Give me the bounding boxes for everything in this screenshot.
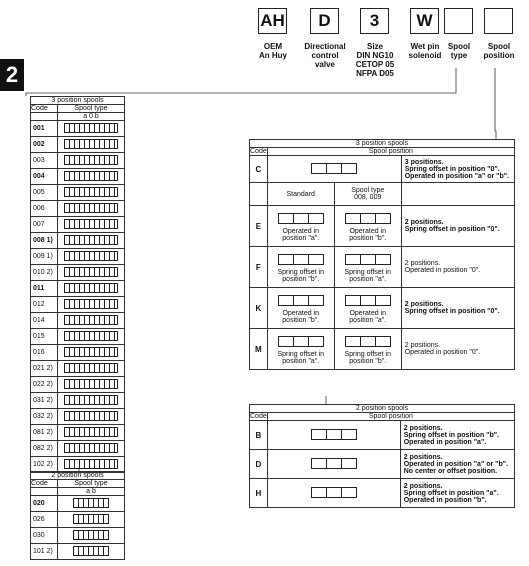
left-2pos-table bbox=[30, 471, 125, 560]
valve-symbol bbox=[267, 156, 401, 183]
table-row bbox=[31, 544, 125, 560]
valve-alt: Operated in position "b". bbox=[334, 206, 401, 247]
table-row bbox=[31, 201, 125, 217]
left_3pos-col-code: Code bbox=[31, 105, 58, 113]
spool-code: 010 2) bbox=[31, 265, 58, 281]
code-label-2: Size DIN NG10 CETOP 05 NFPA D05 bbox=[355, 42, 395, 78]
spool-symbol bbox=[58, 249, 125, 265]
table-row bbox=[31, 233, 125, 249]
spool-code: 006 bbox=[31, 201, 58, 217]
table-row bbox=[31, 496, 125, 512]
spool-code: 102 2) bbox=[31, 457, 58, 473]
table-row bbox=[250, 206, 515, 247]
spool-symbol bbox=[58, 281, 125, 297]
position-code: B bbox=[250, 421, 268, 450]
left_3pos-title: 3 position spools bbox=[31, 97, 125, 105]
left_3pos-col-type: Spool type bbox=[58, 105, 125, 113]
table-row bbox=[31, 528, 125, 544]
spool-code: 020 bbox=[31, 496, 58, 512]
position-description: 2 positions. Operated in position "0". bbox=[401, 329, 514, 370]
spool-symbol bbox=[58, 153, 125, 169]
position-description: 2 positions. Spring offset in position "b". Operated in position "a". bbox=[400, 421, 514, 450]
position-code: K bbox=[250, 288, 268, 329]
spool-code: 004 bbox=[31, 169, 58, 185]
spool-symbol bbox=[58, 377, 125, 393]
table-row bbox=[31, 393, 125, 409]
spool-code: 032 2) bbox=[31, 409, 58, 425]
r3-title: 3 position spools bbox=[250, 140, 515, 148]
spool-code: 016 bbox=[31, 345, 58, 361]
r2-col-pos: Spool position bbox=[267, 413, 514, 421]
spool-code: 005 bbox=[31, 185, 58, 201]
valve-alt: Operated in position "a". bbox=[334, 288, 401, 329]
spool-code: 082 2) bbox=[31, 441, 58, 457]
spool-symbol bbox=[58, 393, 125, 409]
table-row bbox=[31, 329, 125, 345]
standard-header: Standard bbox=[267, 183, 334, 206]
spool-code: 003 bbox=[31, 153, 58, 169]
spool-code: 012 bbox=[31, 297, 58, 313]
table-row bbox=[31, 345, 125, 361]
table-row bbox=[250, 450, 515, 479]
position-description: 2 positions. Spring offset in position "a". Operated in position "b". bbox=[400, 479, 514, 508]
table-row bbox=[31, 313, 125, 329]
table-row bbox=[31, 377, 125, 393]
spool-symbol bbox=[58, 496, 125, 512]
left_2pos-col-code: Code bbox=[31, 480, 58, 488]
left-3pos-table bbox=[30, 96, 125, 473]
valve-standard: Operated in position "b". bbox=[267, 288, 334, 329]
left_3pos-sub-labels: a 0 b bbox=[58, 113, 125, 121]
spool-code: 022 2) bbox=[31, 377, 58, 393]
spool-symbol bbox=[58, 201, 125, 217]
table-row bbox=[31, 265, 125, 281]
code-label-0: OEM An Huy bbox=[259, 42, 287, 60]
table-row bbox=[31, 137, 125, 153]
spool-symbol bbox=[58, 345, 125, 361]
table-row bbox=[250, 421, 515, 450]
spool-code: 009 1) bbox=[31, 249, 58, 265]
left_2pos-title: 2 position spools bbox=[31, 472, 125, 480]
position-code: C bbox=[250, 156, 268, 183]
valve-standard: Spring offset in position "b". bbox=[267, 247, 334, 288]
spool-symbol bbox=[58, 233, 125, 249]
spool-type-header: Spool type 008, 009 bbox=[334, 183, 401, 206]
position-description: 2 positions. Spring offset in position "0". bbox=[401, 206, 514, 247]
spool-code: 001 bbox=[31, 121, 58, 137]
spool-code: 015 bbox=[31, 329, 58, 345]
spool-symbol bbox=[58, 217, 125, 233]
spool-symbol bbox=[58, 544, 125, 560]
position-code: E bbox=[250, 206, 268, 247]
position-description: 2 positions. Operated in position "a" or "b". No center or offset position. bbox=[400, 450, 514, 479]
right-2pos-table bbox=[249, 404, 515, 508]
table-row bbox=[250, 288, 515, 329]
valve-standard: Operated in position "a". bbox=[267, 206, 334, 247]
table-row bbox=[250, 329, 515, 370]
spool-code: 011 bbox=[31, 281, 58, 297]
table-row bbox=[31, 441, 125, 457]
code-box-3: W bbox=[410, 8, 439, 34]
code-box-0: AH bbox=[258, 8, 287, 34]
position-code: M bbox=[250, 329, 268, 370]
spool-symbol bbox=[58, 169, 125, 185]
spool-symbol bbox=[58, 265, 125, 281]
position-code: D bbox=[250, 450, 268, 479]
spool-symbol bbox=[58, 329, 125, 345]
valve-symbol bbox=[267, 421, 400, 450]
code-label-4: Spool type bbox=[447, 42, 471, 60]
table-row bbox=[31, 512, 125, 528]
code-label-3: Wet pin solenoid bbox=[408, 42, 442, 60]
position-description: 3 positions. Spring offset in position "0". Operated in position "a" or "b". bbox=[401, 156, 514, 183]
code-box-1: D bbox=[310, 8, 339, 34]
spool-symbol bbox=[58, 121, 125, 137]
table-row bbox=[31, 169, 125, 185]
r3-col-code: Code bbox=[250, 148, 267, 155]
spool-symbol bbox=[58, 425, 125, 441]
spool-code: 031 2) bbox=[31, 393, 58, 409]
spool-symbol bbox=[58, 313, 125, 329]
table-row bbox=[31, 409, 125, 425]
code-label-1: Directional control valve bbox=[304, 42, 346, 69]
table-row bbox=[31, 281, 125, 297]
spool-symbol bbox=[58, 441, 125, 457]
valve-standard: Spring offset in position "a". bbox=[267, 329, 334, 370]
position-description: 2 positions. Operated in position "0". bbox=[401, 247, 514, 288]
spool-symbol bbox=[58, 409, 125, 425]
valve-symbol bbox=[267, 450, 400, 479]
spool-symbol bbox=[58, 512, 125, 528]
table-row bbox=[31, 361, 125, 377]
table-row bbox=[31, 217, 125, 233]
spool-code: 007 bbox=[31, 217, 58, 233]
position-code: F bbox=[250, 247, 268, 288]
valve-symbol bbox=[267, 479, 400, 508]
spool-symbol bbox=[58, 137, 125, 153]
table-row bbox=[250, 479, 515, 508]
valve-alt: Spring offset in position "a". bbox=[334, 247, 401, 288]
r2-title: 2 position spools bbox=[250, 405, 515, 413]
left_2pos-col-type: Spool type bbox=[58, 480, 125, 488]
r3-col-pos: Spool position bbox=[267, 148, 514, 156]
valve-alt: Spring offset in position "b". bbox=[334, 329, 401, 370]
spool-symbol bbox=[58, 528, 125, 544]
position-description: 2 positions. Spring offset in position "0". bbox=[401, 288, 514, 329]
right-3pos-table bbox=[249, 139, 515, 370]
spool-symbol bbox=[58, 297, 125, 313]
table-row bbox=[31, 153, 125, 169]
table-row bbox=[31, 297, 125, 313]
spool-code: 101 2) bbox=[31, 544, 58, 560]
spool-code: 002 bbox=[31, 137, 58, 153]
spool-code: 026 bbox=[31, 512, 58, 528]
table-row bbox=[31, 185, 125, 201]
spool-code: 021 2) bbox=[31, 361, 58, 377]
table-row bbox=[250, 247, 515, 288]
spool-symbol bbox=[58, 361, 125, 377]
position-code: H bbox=[250, 479, 268, 508]
spool-code: 081 2) bbox=[31, 425, 58, 441]
code-label-5: Spool position bbox=[483, 42, 515, 60]
table-row bbox=[31, 121, 125, 137]
spool-symbol bbox=[58, 185, 125, 201]
section-badge: 2 bbox=[0, 59, 24, 91]
spool-code: 014 bbox=[31, 313, 58, 329]
table-row bbox=[31, 425, 125, 441]
spool-code: 030 bbox=[31, 528, 58, 544]
table-row bbox=[31, 249, 125, 265]
spool-code: 008 1) bbox=[31, 233, 58, 249]
code-box-2: 3 bbox=[360, 8, 389, 34]
table-row bbox=[250, 156, 515, 183]
r2-col-code: Code bbox=[250, 413, 267, 420]
left_2pos-sub-labels: a b bbox=[58, 488, 125, 496]
